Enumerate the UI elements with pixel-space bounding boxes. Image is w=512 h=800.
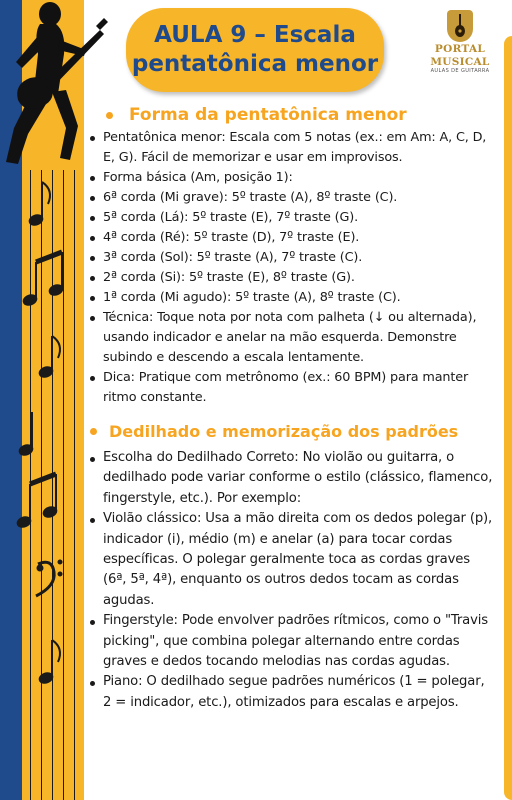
section-list — [84, 128, 494, 408]
section-list — [84, 448, 494, 713]
bass-clef-icon — [36, 560, 62, 596]
section-heading-text: Dedilhado e memorização dos padrões — [109, 421, 459, 441]
list-item: 6ª corda (Mi grave): 5º traste (A), 8º traste (C). — [84, 188, 494, 208]
heading-bullet-icon — [106, 112, 113, 119]
heading-bullet-icon — [90, 428, 97, 435]
lesson-title-line-1: AULA 9 – Escala — [154, 22, 356, 48]
section-fingering-patterns — [84, 418, 494, 713]
logo-title-line-1: PORTAL — [434, 43, 486, 55]
lesson-content — [84, 102, 494, 713]
right-edge-accent — [504, 36, 512, 800]
section-heading-text: Forma da pentatônica menor — [129, 105, 407, 125]
list-item: Escolha do Dedilhado Correto: No violão ou guitarra, o dedilhado pode variar conforme o estilo (clássico, flamenco, fingerstyle, etc.). Por exemplo: — [84, 448, 494, 509]
list-item: Violão clássico: Usa a mão direita com os dedos polegar (p), indicador (i), médio (m) e anelar (a) para tocar cordas específicas. O polegar geralmente toca as cordas graves (6ª, 5ª, 4ª), enquanto os outros dedos tocam as cordas agudas. — [84, 509, 494, 611]
list-item: 1ª corda (Mi agudo): 5º traste (A), 8º traste (C). — [84, 288, 494, 308]
section-heading — [90, 418, 494, 444]
lesson-title-banner — [126, 8, 384, 92]
lesson-title-line-2: pentatônica menor — [131, 51, 379, 77]
list-item: Fingerstyle: Pode envolver padrões rítmicos, como o "Travis picking", que combina polegar alternando entre cordas graves e dedos tocando melodias nas cordas agudas. — [84, 611, 494, 672]
list-item: Forma básica (Am, posição 1): — [84, 168, 494, 188]
list-item: 4ª corda (Ré): 5º traste (D), 7º traste (E). — [84, 228, 494, 248]
list-item: 5ª corda (Lá): 5º traste (E), 7º traste (G). — [84, 208, 494, 228]
beamed-notes-icon — [16, 474, 59, 529]
quarter-note-icon — [18, 412, 35, 457]
list-item: Pentatônica menor: Escala com 5 notas (ex.: em Am: A, C, D, E, G). Fácil de memorizar e usar em improvisos. — [84, 128, 494, 168]
section-heading — [106, 102, 494, 128]
list-item: 3ª corda (Sol): 5º traste (A), 7º traste (C). — [84, 248, 494, 268]
list-item: 2ª corda (Si): 5º traste (E), 8º traste (G). — [84, 268, 494, 288]
guitar-badge-icon — [447, 10, 473, 42]
list-item: Dica: Pratique com metrônomo (ex.: 60 BPM) para manter ritmo constante. — [84, 368, 494, 408]
beamed-notes-icon — [22, 252, 65, 307]
portal-musical-logo — [420, 10, 500, 74]
logo-title-line-2: MUSICAL — [430, 56, 490, 68]
list-item: Técnica: Toque nota por nota com palheta (↓ ou alternada), usando indicador e anelar na mão esquerda. Demonstre subindo e descendo a escala lentamente. — [84, 308, 494, 368]
eighth-note-icon — [38, 640, 60, 685]
list-item: Piano: O dedilhado segue padrões numéricos (1 = polegar, 2 = indicador, etc.), otimizados para escalas e arpejos. — [84, 672, 494, 713]
eighth-note-icon — [28, 182, 50, 227]
section-pentatonic-shape — [84, 102, 494, 408]
eighth-note-icon — [38, 336, 60, 379]
logo-subtitle: AULAS DE GUITARRA — [430, 68, 490, 74]
